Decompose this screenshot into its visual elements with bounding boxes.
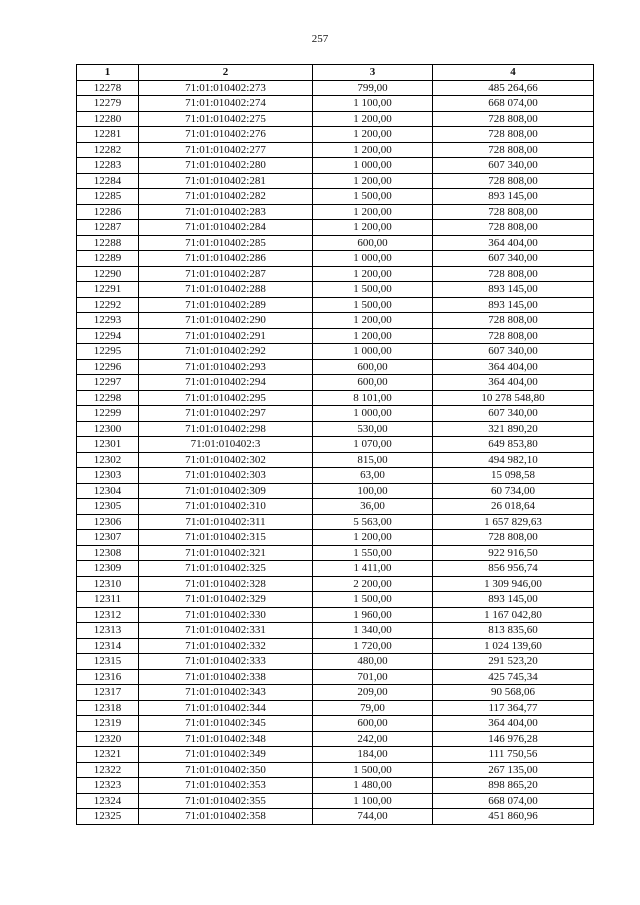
value-cell: 607 340,00 <box>433 406 594 422</box>
value-cell: 425 745,34 <box>433 669 594 685</box>
row-number-cell: 12283 <box>77 158 139 174</box>
cadastral-number-cell: 71:01:010402:294 <box>139 375 313 391</box>
table-row <box>77 189 594 205</box>
value-cell: 291 523,20 <box>433 654 594 670</box>
table-row <box>77 421 594 437</box>
cadastral-number-cell: 71:01:010402:344 <box>139 700 313 716</box>
cadastral-number-cell: 71:01:010402:345 <box>139 716 313 732</box>
cadastral-number-cell: 71:01:010402:310 <box>139 499 313 515</box>
table-row <box>77 220 594 236</box>
table-row <box>77 235 594 251</box>
area-cell: 1 200,00 <box>313 328 433 344</box>
area-cell: 815,00 <box>313 452 433 468</box>
cadastral-number-cell: 71:01:010402:325 <box>139 561 313 577</box>
cadastral-number-cell: 71:01:010402:285 <box>139 235 313 251</box>
cadastral-number-cell: 71:01:010402:298 <box>139 421 313 437</box>
row-number-cell: 12291 <box>77 282 139 298</box>
value-cell: 893 145,00 <box>433 282 594 298</box>
row-number-cell: 12310 <box>77 576 139 592</box>
value-cell: 1 309 946,00 <box>433 576 594 592</box>
value-cell: 1 024 139,60 <box>433 638 594 654</box>
value-cell: 364 404,00 <box>433 375 594 391</box>
row-number-cell: 12304 <box>77 483 139 499</box>
area-cell: 600,00 <box>313 375 433 391</box>
value-cell: 60 734,00 <box>433 483 594 499</box>
row-number-cell: 12305 <box>77 499 139 515</box>
cadastral-number-cell: 71:01:010402:275 <box>139 111 313 127</box>
area-cell: 744,00 <box>313 809 433 825</box>
area-cell: 600,00 <box>313 716 433 732</box>
value-cell: 607 340,00 <box>433 344 594 360</box>
table-row <box>77 607 594 623</box>
value-cell: 1 657 829,63 <box>433 514 594 530</box>
table-row <box>77 623 594 639</box>
area-cell: 100,00 <box>313 483 433 499</box>
row-number-cell: 12297 <box>77 375 139 391</box>
row-number-cell: 12280 <box>77 111 139 127</box>
cadastral-number-cell: 71:01:010402:333 <box>139 654 313 670</box>
row-number-cell: 12317 <box>77 685 139 701</box>
table-row <box>77 793 594 809</box>
table-row <box>77 328 594 344</box>
area-cell: 1 720,00 <box>313 638 433 654</box>
area-cell: 79,00 <box>313 700 433 716</box>
table-row <box>77 561 594 577</box>
row-number-cell: 12315 <box>77 654 139 670</box>
value-cell: 26 018,64 <box>433 499 594 515</box>
table-row <box>77 313 594 329</box>
area-cell: 1 000,00 <box>313 406 433 422</box>
cadastral-number-cell: 71:01:010402:273 <box>139 80 313 96</box>
area-cell: 701,00 <box>313 669 433 685</box>
table-row <box>77 251 594 267</box>
table-row <box>77 778 594 794</box>
cadastral-number-cell: 71:01:010402:289 <box>139 297 313 313</box>
table-row <box>77 359 594 375</box>
area-cell: 1 960,00 <box>313 607 433 623</box>
value-cell: 494 982,10 <box>433 452 594 468</box>
value-cell: 668 074,00 <box>433 96 594 112</box>
row-number-cell: 12285 <box>77 189 139 205</box>
area-cell: 600,00 <box>313 359 433 375</box>
row-number-cell: 12295 <box>77 344 139 360</box>
area-cell: 1 070,00 <box>313 437 433 453</box>
column-header-4: 4 <box>433 65 594 81</box>
table-row <box>77 158 594 174</box>
value-cell: 893 145,00 <box>433 189 594 205</box>
cadastral-number-cell: 71:01:010402:355 <box>139 793 313 809</box>
row-number-cell: 12313 <box>77 623 139 639</box>
row-number-cell: 12324 <box>77 793 139 809</box>
row-number-cell: 12309 <box>77 561 139 577</box>
cadastral-number-cell: 71:01:010402:358 <box>139 809 313 825</box>
value-cell: 728 808,00 <box>433 127 594 143</box>
row-number-cell: 12299 <box>77 406 139 422</box>
value-cell: 728 808,00 <box>433 266 594 282</box>
row-number-cell: 12288 <box>77 235 139 251</box>
cadastral-number-cell: 71:01:010402:331 <box>139 623 313 639</box>
row-number-cell: 12303 <box>77 468 139 484</box>
row-number-cell: 12282 <box>77 142 139 158</box>
value-cell: 364 404,00 <box>433 235 594 251</box>
area-cell: 1 200,00 <box>313 127 433 143</box>
cadastral-number-cell: 71:01:010402:321 <box>139 545 313 561</box>
cadastral-number-cell: 71:01:010402:328 <box>139 576 313 592</box>
area-cell: 1 200,00 <box>313 530 433 546</box>
area-cell: 242,00 <box>313 731 433 747</box>
cadastral-number-cell: 71:01:010402:303 <box>139 468 313 484</box>
cadastral-number-cell: 71:01:010402:295 <box>139 390 313 406</box>
table-row <box>77 142 594 158</box>
row-number-cell: 12307 <box>77 530 139 546</box>
value-cell: 90 568,06 <box>433 685 594 701</box>
row-number-cell: 12300 <box>77 421 139 437</box>
row-number-cell: 12316 <box>77 669 139 685</box>
cadastral-number-cell: 71:01:010402:3 <box>139 437 313 453</box>
value-cell: 267 135,00 <box>433 762 594 778</box>
cadastral-number-cell: 71:01:010402:302 <box>139 452 313 468</box>
row-number-cell: 12302 <box>77 452 139 468</box>
area-cell: 600,00 <box>313 235 433 251</box>
table-row <box>77 716 594 732</box>
area-cell: 1 411,00 <box>313 561 433 577</box>
row-number-cell: 12290 <box>77 266 139 282</box>
cadastral-number-cell: 71:01:010402:291 <box>139 328 313 344</box>
row-number-cell: 12318 <box>77 700 139 716</box>
value-cell: 728 808,00 <box>433 173 594 189</box>
cadastral-number-cell: 71:01:010402:280 <box>139 158 313 174</box>
area-cell: 1 200,00 <box>313 266 433 282</box>
table-row <box>77 96 594 112</box>
row-number-cell: 12298 <box>77 390 139 406</box>
row-number-cell: 12286 <box>77 204 139 220</box>
cadastral-number-cell: 71:01:010402:330 <box>139 607 313 623</box>
table-row <box>77 576 594 592</box>
row-number-cell: 12325 <box>77 809 139 825</box>
value-cell: 728 808,00 <box>433 313 594 329</box>
area-cell: 209,00 <box>313 685 433 701</box>
area-cell: 1 000,00 <box>313 344 433 360</box>
cadastral-number-cell: 71:01:010402:315 <box>139 530 313 546</box>
area-cell: 1 200,00 <box>313 313 433 329</box>
cadastral-number-cell: 71:01:010402:287 <box>139 266 313 282</box>
table-row <box>77 266 594 282</box>
table-row <box>77 344 594 360</box>
cadastral-number-cell: 71:01:010402:293 <box>139 359 313 375</box>
cadastral-number-cell: 71:01:010402:290 <box>139 313 313 329</box>
table-row <box>77 809 594 825</box>
column-header-3: 3 <box>313 65 433 81</box>
value-cell: 728 808,00 <box>433 530 594 546</box>
table-row <box>77 111 594 127</box>
row-number-cell: 12289 <box>77 251 139 267</box>
value-cell: 15 098,58 <box>433 468 594 484</box>
area-cell: 63,00 <box>313 468 433 484</box>
cadastral-number-cell: 71:01:010402:281 <box>139 173 313 189</box>
value-cell: 893 145,00 <box>433 592 594 608</box>
area-cell: 1 500,00 <box>313 297 433 313</box>
cadastral-number-cell: 71:01:010402:283 <box>139 204 313 220</box>
table-row <box>77 700 594 716</box>
row-number-cell: 12301 <box>77 437 139 453</box>
row-number-cell: 12311 <box>77 592 139 608</box>
value-cell: 893 145,00 <box>433 297 594 313</box>
table-row <box>77 80 594 96</box>
value-cell: 728 808,00 <box>433 111 594 127</box>
table-row <box>77 545 594 561</box>
cadastral-number-cell: 71:01:010402:274 <box>139 96 313 112</box>
row-number-cell: 12281 <box>77 127 139 143</box>
row-number-cell: 12306 <box>77 514 139 530</box>
cadastral-table <box>76 64 594 825</box>
table-body <box>77 80 594 824</box>
value-cell: 321 890,20 <box>433 421 594 437</box>
area-cell: 1 200,00 <box>313 111 433 127</box>
row-number-cell: 12279 <box>77 96 139 112</box>
table-row <box>77 297 594 313</box>
table-row <box>77 127 594 143</box>
page-number: 257 <box>311 33 329 45</box>
table-row <box>77 731 594 747</box>
value-cell: 607 340,00 <box>433 158 594 174</box>
row-number-cell: 12319 <box>77 716 139 732</box>
cadastral-number-cell: 71:01:010402:292 <box>139 344 313 360</box>
value-cell: 728 808,00 <box>433 328 594 344</box>
table-row <box>77 499 594 515</box>
row-number-cell: 12293 <box>77 313 139 329</box>
table-row <box>77 204 594 220</box>
table-row <box>77 406 594 422</box>
value-cell: 668 074,00 <box>433 793 594 809</box>
table-row <box>77 685 594 701</box>
value-cell: 728 808,00 <box>433 142 594 158</box>
row-number-cell: 12292 <box>77 297 139 313</box>
area-cell: 799,00 <box>313 80 433 96</box>
value-cell: 649 853,80 <box>433 437 594 453</box>
value-cell: 364 404,00 <box>433 716 594 732</box>
cadastral-number-cell: 71:01:010402:288 <box>139 282 313 298</box>
cadastral-number-cell: 71:01:010402:311 <box>139 514 313 530</box>
area-cell: 8 101,00 <box>313 390 433 406</box>
value-cell: 111 750,56 <box>433 747 594 763</box>
area-cell: 184,00 <box>313 747 433 763</box>
value-cell: 117 364,77 <box>433 700 594 716</box>
cadastral-number-cell: 71:01:010402:286 <box>139 251 313 267</box>
value-cell: 728 808,00 <box>433 220 594 236</box>
area-cell: 5 563,00 <box>313 514 433 530</box>
area-cell: 530,00 <box>313 421 433 437</box>
table-row <box>77 375 594 391</box>
value-cell: 1 167 042,80 <box>433 607 594 623</box>
row-number-cell: 12296 <box>77 359 139 375</box>
header-row <box>77 65 594 81</box>
row-number-cell: 12308 <box>77 545 139 561</box>
cadastral-number-cell: 71:01:010402:332 <box>139 638 313 654</box>
table-row <box>77 530 594 546</box>
column-header-2: 2 <box>139 65 313 81</box>
area-cell: 1 480,00 <box>313 778 433 794</box>
value-cell: 813 835,60 <box>433 623 594 639</box>
value-cell: 451 860,96 <box>433 809 594 825</box>
area-cell: 1 100,00 <box>313 793 433 809</box>
value-cell: 364 404,00 <box>433 359 594 375</box>
column-header-1: 1 <box>77 65 139 81</box>
table-row <box>77 390 594 406</box>
area-cell: 1 200,00 <box>313 204 433 220</box>
area-cell: 1 200,00 <box>313 142 433 158</box>
area-cell: 1 500,00 <box>313 282 433 298</box>
table-row <box>77 592 594 608</box>
table-row <box>77 483 594 499</box>
area-cell: 1 500,00 <box>313 762 433 778</box>
cadastral-number-cell: 71:01:010402:309 <box>139 483 313 499</box>
table-row <box>77 669 594 685</box>
table-header <box>77 65 594 81</box>
cadastral-number-cell: 71:01:010402:343 <box>139 685 313 701</box>
table-row <box>77 173 594 189</box>
area-cell: 36,00 <box>313 499 433 515</box>
row-number-cell: 12284 <box>77 173 139 189</box>
row-number-cell: 12314 <box>77 638 139 654</box>
cadastral-number-cell: 71:01:010402:353 <box>139 778 313 794</box>
area-cell: 1 000,00 <box>313 158 433 174</box>
area-cell: 1 500,00 <box>313 189 433 205</box>
value-cell: 898 865,20 <box>433 778 594 794</box>
cadastral-number-cell: 71:01:010402:282 <box>139 189 313 205</box>
area-cell: 2 200,00 <box>313 576 433 592</box>
cadastral-number-cell: 71:01:010402:329 <box>139 592 313 608</box>
row-number-cell: 12287 <box>77 220 139 236</box>
area-cell: 1 200,00 <box>313 173 433 189</box>
cadastral-number-cell: 71:01:010402:284 <box>139 220 313 236</box>
table-row <box>77 514 594 530</box>
value-cell: 922 916,50 <box>433 545 594 561</box>
table-row <box>77 654 594 670</box>
value-cell: 10 278 548,80 <box>433 390 594 406</box>
cadastral-number-cell: 71:01:010402:350 <box>139 762 313 778</box>
cadastral-number-cell: 71:01:010402:276 <box>139 127 313 143</box>
row-number-cell: 12320 <box>77 731 139 747</box>
value-cell: 728 808,00 <box>433 204 594 220</box>
row-number-cell: 12321 <box>77 747 139 763</box>
area-cell: 1 200,00 <box>313 220 433 236</box>
cadastral-number-cell: 71:01:010402:277 <box>139 142 313 158</box>
area-cell: 1 500,00 <box>313 592 433 608</box>
area-cell: 1 000,00 <box>313 251 433 267</box>
table-row <box>77 747 594 763</box>
row-number-cell: 12278 <box>77 80 139 96</box>
value-cell: 856 956,74 <box>433 561 594 577</box>
row-number-cell: 12312 <box>77 607 139 623</box>
value-cell: 146 976,28 <box>433 731 594 747</box>
table-row <box>77 638 594 654</box>
cadastral-number-cell: 71:01:010402:338 <box>139 669 313 685</box>
cadastral-number-cell: 71:01:010402:349 <box>139 747 313 763</box>
table-row <box>77 437 594 453</box>
value-cell: 607 340,00 <box>433 251 594 267</box>
row-number-cell: 12323 <box>77 778 139 794</box>
area-cell: 1 100,00 <box>313 96 433 112</box>
table-row <box>77 468 594 484</box>
row-number-cell: 12322 <box>77 762 139 778</box>
value-cell: 485 264,66 <box>433 80 594 96</box>
table-row <box>77 452 594 468</box>
table-row <box>77 762 594 778</box>
area-cell: 1 340,00 <box>313 623 433 639</box>
row-number-cell: 12294 <box>77 328 139 344</box>
cadastral-number-cell: 71:01:010402:348 <box>139 731 313 747</box>
area-cell: 1 550,00 <box>313 545 433 561</box>
table-row <box>77 282 594 298</box>
cadastral-number-cell: 71:01:010402:297 <box>139 406 313 422</box>
area-cell: 480,00 <box>313 654 433 670</box>
